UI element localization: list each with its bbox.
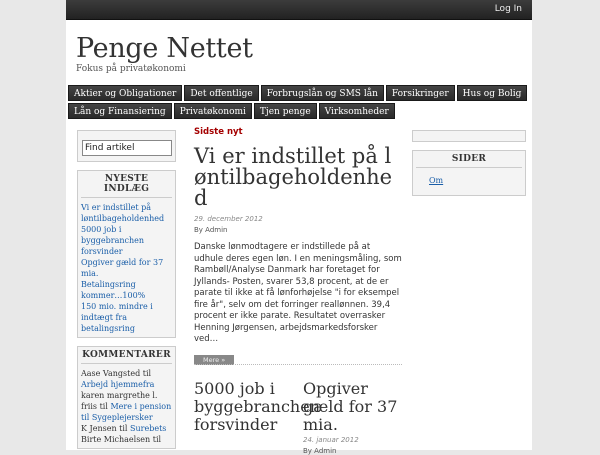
read-more-button[interactable]: Mere » bbox=[194, 355, 234, 365]
top-bar bbox=[66, 0, 532, 20]
right-sidebar bbox=[412, 130, 526, 196]
post-date: 24. januar 2012 bbox=[303, 436, 359, 444]
search-input[interactable] bbox=[82, 140, 172, 156]
recent-posts-title: NYESTE INDLÆG bbox=[81, 174, 172, 198]
comment-item: K Jensen til Surebets bbox=[81, 424, 167, 433]
page-link-om[interactable]: Om bbox=[429, 176, 444, 185]
recent-post-item[interactable]: 5000 job i byggebranchen forsvinder bbox=[81, 225, 145, 256]
empty-widget bbox=[412, 130, 526, 142]
post-excerpt: Danske lønmodtagere er indstillede på at udhule deres egen løn. I en meningsmåling, som Rambøll/Analyse Danmark har foretaget for Jyllands- Posten, svarer 53,8 procent, at de er parate til ikke at få lønforhøjelse "i for eksempel fire år", selv om det forringer reallønnen. 39,4 procent er ikke parate. Resultatet overrasker Henning Jørgensen, arbejdsmarkedsforsker ved… bbox=[194, 242, 402, 344]
post-author: By Admin bbox=[194, 226, 228, 234]
comment-item: Birte Michaelsen til bbox=[81, 435, 162, 444]
nav-item-hus-og-bolig[interactable]: Hus og Bolig bbox=[457, 85, 528, 101]
pages-widget bbox=[412, 150, 526, 196]
site-description: Fokus på privatøkonomi bbox=[76, 64, 186, 74]
post-card bbox=[303, 380, 402, 455]
pages-title: SIDER bbox=[416, 154, 522, 168]
post-author: By Admin bbox=[303, 447, 337, 455]
comments-title: KOMMENTARER bbox=[81, 350, 172, 364]
comment-post-link[interactable]: Arbejd hjemmefra bbox=[81, 380, 155, 389]
recent-post-item[interactable]: 150 mio. mindre i indtægt fra betalingsring bbox=[81, 302, 153, 333]
nav-item-forbrugslan[interactable]: Forbrugslån og SMS lån bbox=[261, 85, 384, 101]
comment-item: Aase Vangsted til Arbejd hjemmefra bbox=[81, 369, 155, 389]
recent-post-item[interactable]: Opgiver gæld for 37 mia. bbox=[81, 258, 164, 278]
nav-row-1 bbox=[68, 85, 528, 101]
nav-item-det-offentlige[interactable]: Det offentlige bbox=[184, 85, 258, 101]
comment-post-link[interactable]: Surebets bbox=[130, 424, 167, 433]
page bbox=[66, 0, 532, 455]
comments-widget bbox=[77, 346, 176, 449]
nav-item-privatokonomi[interactable]: Privatøkonomi bbox=[174, 103, 252, 119]
section-label: Sidste nyt bbox=[194, 127, 243, 137]
main-content bbox=[194, 127, 402, 366]
comment-item: karen margrethe l. friis til Mere i pension til Sygeplejersker bbox=[81, 391, 172, 422]
nav-item-tjen-penge[interactable]: Tjen penge bbox=[254, 103, 317, 119]
post-title[interactable]: Opgiver gæld for 37 mia. bbox=[303, 379, 398, 434]
search-widget bbox=[77, 130, 176, 162]
recent-posts-widget bbox=[77, 170, 176, 338]
left-sidebar bbox=[77, 130, 176, 449]
nav-item-forsikringer[interactable]: Forsikringer bbox=[386, 85, 455, 101]
recent-post-item[interactable]: Betalingsring kommer…100% bbox=[81, 280, 146, 300]
recent-post-item[interactable]: Vi er indstillet på løntilbageholdenhed bbox=[81, 203, 165, 223]
post-title[interactable]: 5000 job i byggebranchen forsvinder bbox=[194, 379, 321, 434]
nav-item-aktier[interactable]: Aktier og Obligationer bbox=[68, 85, 182, 101]
nav-item-lan-og-finansiering[interactable]: Lån og Finansiering bbox=[68, 103, 172, 119]
post-card bbox=[194, 379, 321, 434]
login-link[interactable]: Log In bbox=[494, 4, 522, 14]
main-navigation bbox=[68, 85, 528, 121]
nav-item-virksomheder[interactable]: Virksomheder bbox=[319, 103, 395, 119]
nav-row-2 bbox=[68, 103, 528, 119]
post-divider bbox=[194, 364, 402, 365]
post-date: 29. december 2012 bbox=[194, 215, 263, 223]
featured-post-title[interactable]: Vi er indstillet på løntilbageholdenhed bbox=[194, 144, 393, 210]
comment-post-link[interactable]: Mere i pension til Sygeplejersker bbox=[81, 402, 172, 422]
site-title[interactable]: Penge Nettet bbox=[76, 33, 253, 64]
